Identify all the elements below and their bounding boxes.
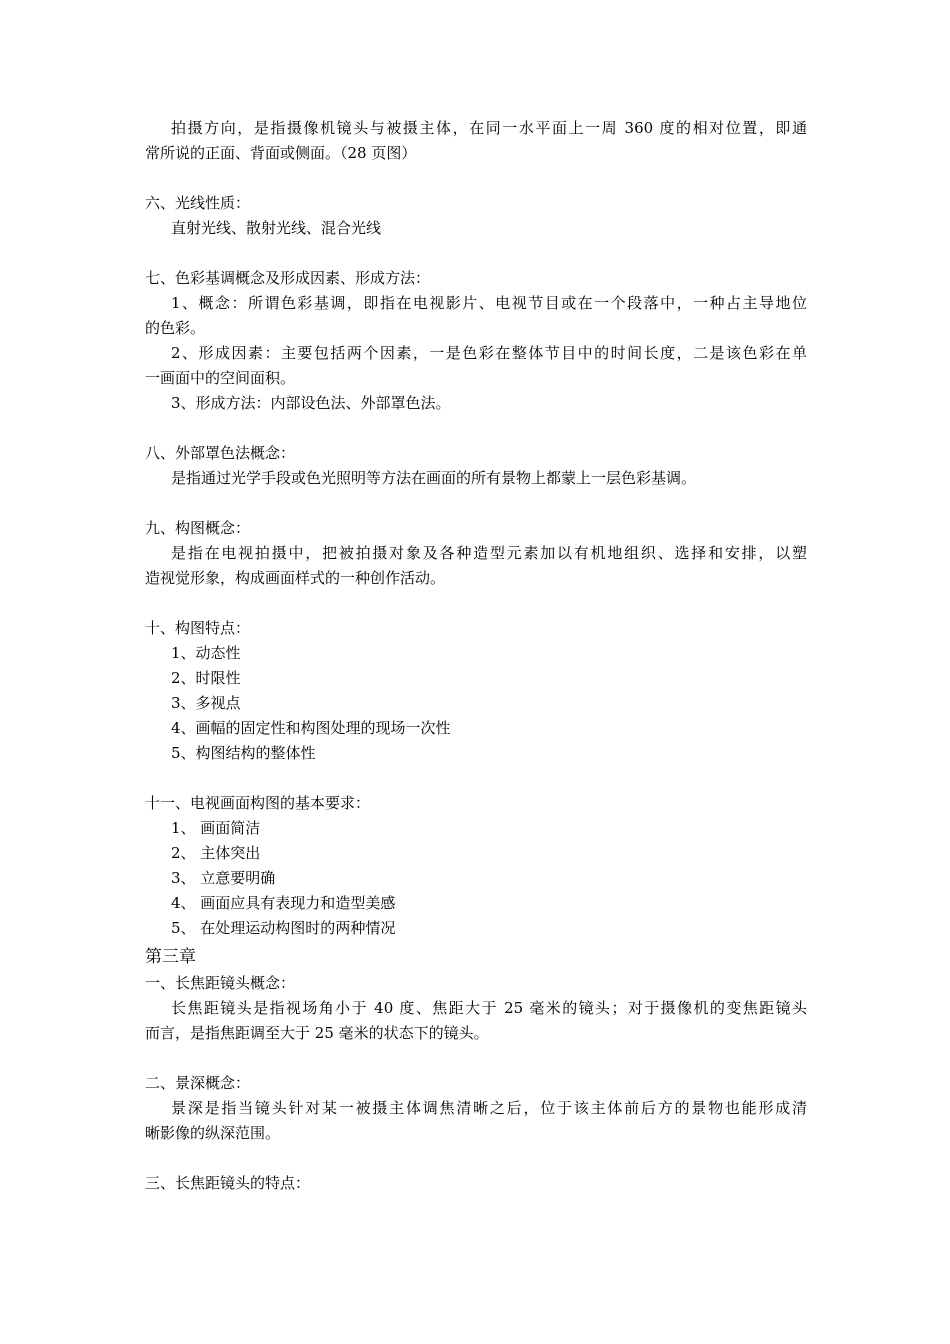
section-10-item-3: 3、多视点 (171, 694, 241, 712)
chapter-3-section-2-title: 二、景深概念： (145, 1074, 251, 1092)
section-11-item-1: 1、 画面简洁 (171, 819, 261, 837)
section-11-item-5: 5、 在处理运动构图时的两种情况 (171, 919, 396, 937)
section-9-title: 九、构图概念： (145, 519, 251, 537)
blank-line (145, 591, 807, 616)
section-9-body-line2: 造视觉形象，构成画面样式的一种创作活动。 (145, 569, 446, 587)
blank-line (145, 416, 807, 441)
section-6-body: 直射光线、散射光线、混合光线 (171, 219, 382, 237)
section-11-item-3: 3、 立意要明确 (171, 869, 276, 887)
chapter-3-section-2-body-line2: 晰影像的纵深范围。 (145, 1124, 281, 1142)
section-10-item-2: 2、时限性 (171, 669, 241, 687)
section-10-item-1: 1、动态性 (171, 644, 241, 662)
section-7-item-1-line2: 的色彩。 (145, 319, 206, 337)
section-11-item-2: 2、 主体突出 (171, 844, 261, 862)
blank-line (145, 1046, 807, 1071)
blank-line (145, 491, 807, 516)
chapter-3-section-3-title: 三、长焦距镜头的特点： (145, 1174, 311, 1192)
paragraph-shooting-direction-line1: 拍摄方向，是指摄像机镜头与被摄主体，在同一水平面上一周 360 度的相对位置，即通 (171, 119, 807, 137)
section-8-title: 八、外部罩色法概念： (145, 444, 296, 462)
chapter-3-heading: 第三章 (145, 947, 196, 967)
blank-line (145, 766, 807, 791)
section-11-title: 十一、电视画面构图的基本要求： (145, 794, 371, 812)
chapter-3-section-1-title: 一、长焦距镜头概念： (145, 974, 296, 992)
blank-line (145, 166, 807, 191)
section-6-title: 六、光线性质： (145, 194, 251, 212)
section-10-title: 十、构图特点： (145, 619, 251, 637)
section-7-title: 七、色彩基调概念及形成因素、形成方法： (145, 269, 431, 287)
section-8-body: 是指通过光学手段或色光照明等方法在画面的所有景物上都蒙上一层色彩基调。 (171, 469, 697, 487)
blank-line (145, 241, 807, 266)
section-10-item-5: 5、构图结构的整体性 (171, 744, 316, 762)
section-7-item-2-line2: 一画面中的空间面积。 (145, 369, 296, 387)
document-page (145, 116, 807, 1196)
section-7-item-3: 3、形成方法：内部设色法、外部罩色法。 (171, 394, 451, 412)
chapter-3-section-1-body-line1: 长焦距镜头是指视场角小于 40 度、焦距大于 25 毫米的镜头；对于摄像机的变焦距镜头 (171, 999, 807, 1017)
chapter-3-section-2-body-line1: 景深是指当镜头针对某一被摄主体调焦清晰之后，位于该主体前后方的景物也能形成清 (171, 1099, 807, 1117)
section-10-item-4: 4、画幅的固定性和构图处理的现场一次性 (171, 719, 451, 737)
section-11-item-4: 4、 画面应具有表现力和造型美感 (171, 894, 396, 912)
chapter-3-section-1-body-line2: 而言，是指焦距调至大于 25 毫米的状态下的镜头。 (145, 1024, 489, 1042)
section-7-item-1-line1: 1、概念：所谓色彩基调，即指在电视影片、电视节目或在一个段落中，一种占主导地位 (171, 294, 807, 312)
paragraph-shooting-direction-line2: 常所说的正面、背面或侧面。（28 页图） (145, 144, 417, 162)
section-9-body-line1: 是指在电视拍摄中，把被拍摄对象及各种造型元素加以有机地组织、选择和安排，以塑 (171, 544, 807, 562)
section-7-item-2-line1: 2、形成因素：主要包括两个因素，一是色彩在整体节目中的时间长度，二是该色彩在单 (171, 344, 807, 362)
blank-line (145, 1146, 807, 1171)
